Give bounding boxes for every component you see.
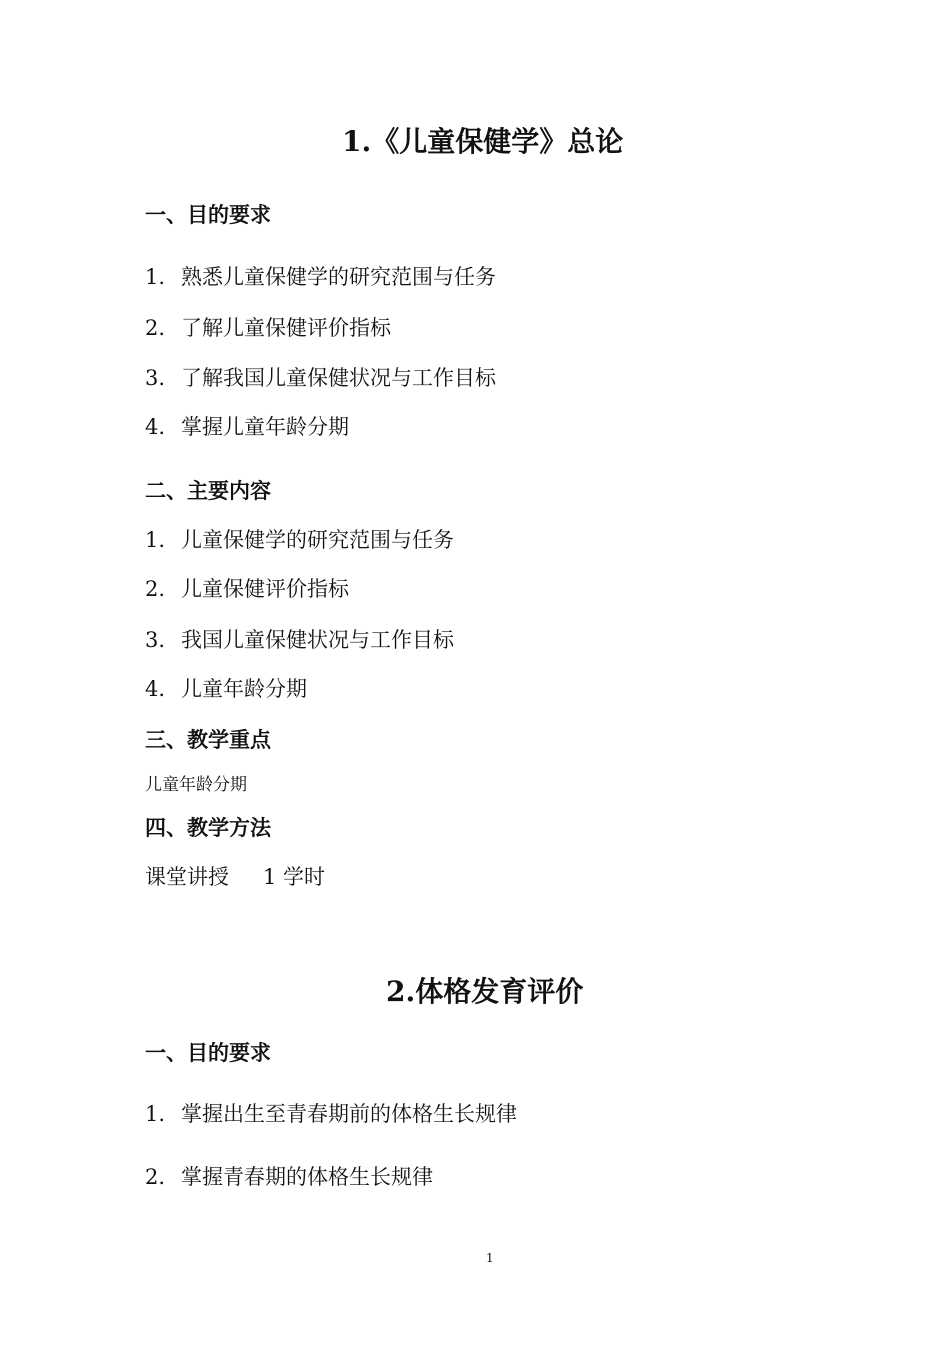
item-number: 3. <box>145 628 166 652</box>
item-number: 2. <box>145 1165 166 1189</box>
item-text: 了解儿童保健评价指标 <box>181 316 391 340</box>
item-text: 掌握出生至青春期前的体格生长规律 <box>181 1102 517 1126</box>
item-text: 熟悉儿童保健学的研究范围与任务 <box>181 265 496 289</box>
item-number: 2. <box>145 316 166 340</box>
method-text: 课堂讲授 <box>145 865 229 889</box>
objective-item <box>145 362 496 392</box>
item-number: 1. <box>145 528 166 552</box>
section-1-content-heading: 二、主要内容 <box>145 478 271 503</box>
method-hours: 1 学时 <box>263 865 326 889</box>
objective-item <box>145 261 496 291</box>
item-text: 我国儿童保健状况与工作目标 <box>181 628 454 652</box>
item-number: 2. <box>145 577 166 601</box>
objective-item <box>145 1098 517 1128</box>
content-item <box>145 524 454 554</box>
content-item <box>145 624 454 654</box>
content-item <box>145 573 349 603</box>
content-item <box>145 673 307 703</box>
item-text: 掌握儿童年龄分期 <box>181 415 349 439</box>
item-text: 掌握青春期的体格生长规律 <box>181 1165 433 1189</box>
section-1-objectives-heading: 一、目的要求 <box>145 202 271 227</box>
item-text: 了解我国儿童保健状况与工作目标 <box>181 366 496 390</box>
section-1-method-line <box>145 861 325 891</box>
section-2-title: 2.体格发育评价 <box>386 975 584 1008</box>
objective-item <box>145 312 391 342</box>
section-1-method-heading: 四、教学方法 <box>145 815 271 840</box>
item-text: 儿童年龄分期 <box>181 677 307 701</box>
objective-item <box>145 1161 433 1191</box>
item-number: 1. <box>145 265 166 289</box>
section-1-focus-text: 儿童年龄分期 <box>145 775 247 795</box>
item-number: 4. <box>145 415 166 439</box>
item-text: 儿童保健学的研究范围与任务 <box>181 528 454 552</box>
section-1-focus-heading: 三、教学重点 <box>145 727 271 752</box>
section-2-objectives-heading: 一、目的要求 <box>145 1040 271 1065</box>
objective-item <box>145 411 349 441</box>
item-text: 儿童保健评价指标 <box>181 577 349 601</box>
section-1-title: 1.《儿童保健学》总论 <box>342 125 624 158</box>
item-number: 4. <box>145 677 166 701</box>
item-number: 1. <box>145 1102 166 1126</box>
page-number: 1 <box>486 1251 494 1265</box>
item-number: 3. <box>145 366 166 390</box>
